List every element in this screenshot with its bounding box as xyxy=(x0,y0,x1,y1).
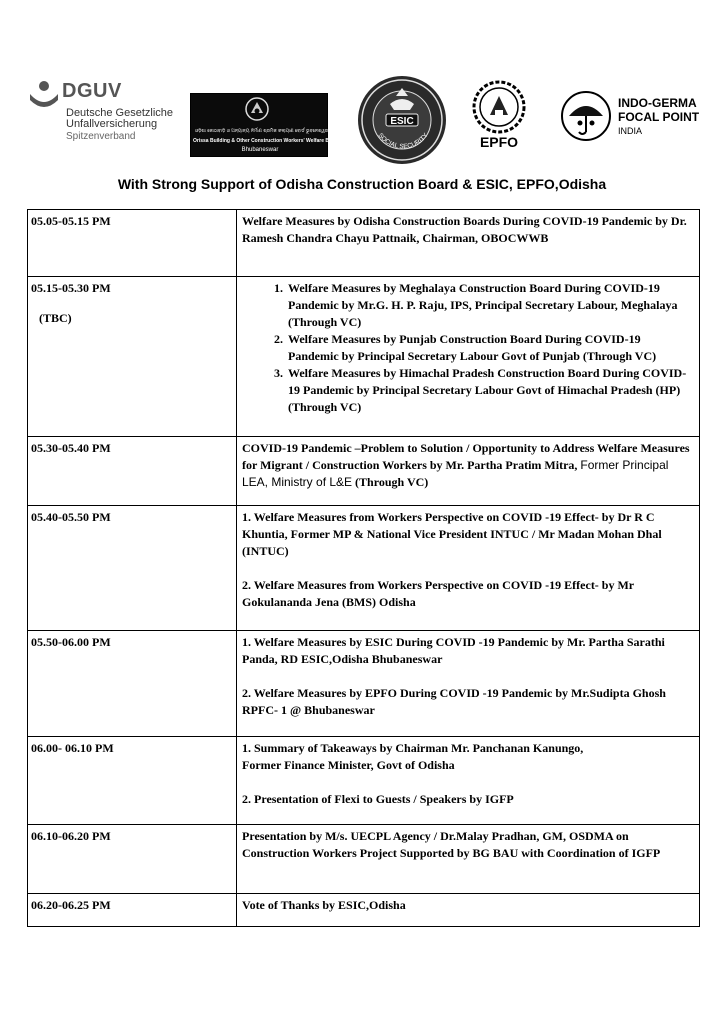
dguv-line-1: Deutsche Gesetzliche xyxy=(66,107,173,119)
page-heading: With Strong Support of Odisha Construction Board & ESIC, EPFO,Odisha xyxy=(117,176,607,192)
agenda-time: 06.10-06.20 PM xyxy=(28,825,237,894)
agenda-time: 06.20-06.25 PM xyxy=(28,894,237,927)
epfo-logo xyxy=(470,80,528,154)
agenda-time: 05.40-05.50 PM xyxy=(28,506,237,631)
odisha-emblem-icon xyxy=(243,97,271,121)
agenda-description: Welfare Measures by Odisha Construction Boards During COVID-19 Pandemic by Dr. Ramesh Chandra Chayu Pattnaik, Chairman, OBOCWWB xyxy=(237,210,700,277)
agenda-description: Presentation by M/s. UECPL Agency / Dr.Malay Pradhan, GM, OSDMA on Construction Workers Project Supported by BG BAU with Coordination of IGFP xyxy=(237,825,700,894)
igfp-title: INDO-GERMA FOCAL POINT xyxy=(618,96,700,124)
igfp-umbrella-icon xyxy=(560,90,612,142)
dguv-mark-icon xyxy=(28,80,60,108)
agenda-description: Vote of Thanks by ESIC,Odisha xyxy=(237,894,700,927)
list-item: 2. Welfare Measures by Punjab Construction Board During COVID-19 Pandemic by Principal Secretary Labour Govt of Punjab (Through VC) xyxy=(286,331,694,365)
agenda-paragraph: 2. Presentation of Flexi to Guests / Speakers by IGFP xyxy=(242,792,514,806)
partner-logos xyxy=(0,72,724,172)
obocwwb-city: Bhubaneswar xyxy=(241,147,279,153)
dguv-name: DGUV xyxy=(62,80,122,102)
igfp-logo xyxy=(560,90,724,146)
obocwwb-logo xyxy=(190,93,340,157)
agenda-row xyxy=(28,737,700,825)
agenda-paragraph: 2. Welfare Measures from Workers Perspective on COVID -19 Effect- by Mr Gokulananda Jena (BMS) Odisha xyxy=(242,578,634,609)
tbc-note: (TBC) xyxy=(39,311,72,325)
agenda-row xyxy=(28,825,700,894)
obocwwb-english-name: Orissa Building & Other Construction Workers' Welfare Board xyxy=(193,138,340,144)
esic-logo xyxy=(356,74,448,166)
dguv-logo xyxy=(28,78,178,148)
esic-label: ESIC xyxy=(390,116,414,127)
agenda-time: 05.50-06.00 PM xyxy=(28,631,237,737)
dguv-line-2: Unfallversicherung xyxy=(66,118,158,130)
agenda-table xyxy=(27,209,700,927)
agenda-time xyxy=(28,277,237,437)
agenda-row xyxy=(28,631,700,737)
list-item: 1. Welfare Measures by Meghalaya Construction Board During COVID-19 Pandemic by Mr.G. H. P. Raju, IPS, Principal Secretary Labour, Meghalaya (Through VC) xyxy=(286,280,694,331)
agenda-description xyxy=(237,277,700,437)
agenda-description xyxy=(237,737,700,825)
epfo-emblem-icon xyxy=(470,80,528,134)
list-item: 3. Welfare Measures by Himachal Pradesh Construction Board During COVID-19 Pandemic by Principal Secretary Labour Govt of Himachal Pradesh (HP) (Through VC) xyxy=(286,365,694,416)
agenda-paragraph: 2. Welfare Measures by EPFO During COVID -19 Pandemic by Mr.Sudipta Ghosh RPFC- 1 @ Bhubaneswar xyxy=(242,686,666,717)
agenda-description xyxy=(237,631,700,737)
igfp-country: INDIA xyxy=(618,126,643,136)
obocwwb-oriya-text: ଓଡ଼ିଶା କୋଠାବାଡ଼ି ଓ ଅନ୍ୟାନ୍ୟ ନିର୍ମାଣ ଶ୍ରମିକ କଲ୍ୟାଣ ବୋର୍ଡ ଭୁବନେଶ୍ୱର xyxy=(195,129,329,134)
agenda-description xyxy=(237,506,700,631)
epfo-label: EPFO xyxy=(479,134,519,150)
agenda-row xyxy=(28,894,700,927)
agenda-paragraph: 1. Summary of Takeaways by Chairman Mr. Panchanan Kanungo, xyxy=(242,741,584,755)
agenda-description: COVID-19 Pandemic –Problem to Solution / Opportunity to Address Welfare Measures for Migrant / Construction Workers by Mr. Partha Pratim Mitra, Former Principal LEA, Ministry of L&E (Through VC) xyxy=(237,437,700,506)
agenda-list xyxy=(268,280,694,416)
agenda-time: 05.30-05.40 PM xyxy=(28,437,237,506)
agenda-paragraph: 1. Welfare Measures by ESIC During COVID -19 Pandemic by Mr. Partha Sarathi Panda, RD ESIC,Odisha Bhubaneswar xyxy=(242,635,665,666)
agenda-row xyxy=(28,277,700,437)
agenda-time: 05.05-05.15 PM xyxy=(28,210,237,277)
agenda-paragraph: Former Finance Minister, Govt of Odisha xyxy=(242,758,455,772)
agenda-row xyxy=(28,506,700,631)
agenda-paragraph: 1. Welfare Measures from Workers Perspective on COVID -19 Effect- by Dr R C Khuntia, Former MP & National Vice President INTUC / Mr Madan Mohan Dhal (INTUC) xyxy=(242,510,662,558)
agenda-time-value: 05.15-05.30 PM xyxy=(31,281,111,295)
dguv-line-3: Spitzenverband xyxy=(66,131,136,142)
esic-arc-text: SOCIAL SECURITY xyxy=(376,132,430,151)
agenda-row xyxy=(28,437,700,506)
agenda-row xyxy=(28,210,700,277)
agenda-time: 06.00- 06.10 PM xyxy=(28,737,237,825)
